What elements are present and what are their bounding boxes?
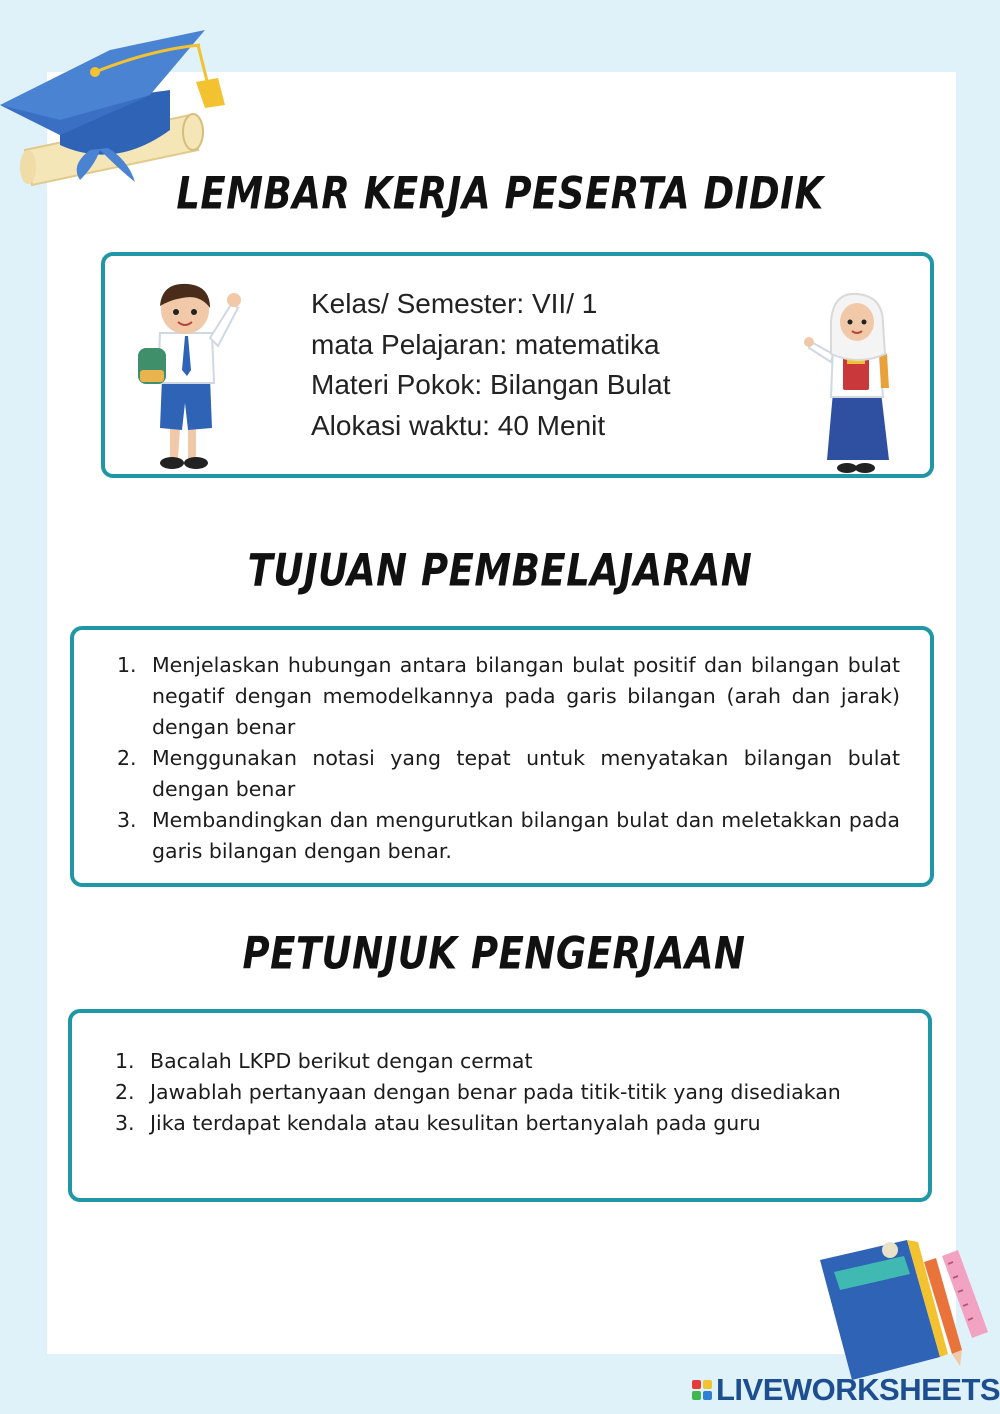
objective-item-1: 1. Menjelaskan hubungan antara bilangan bulat positif dan bilangan bulat negatif dengan memodelkannya pada garis bilangan (arah dan jarak) dengan benar: [117, 653, 900, 739]
objective-item-2: 2. Menggunakan notasi yang tepat untuk menyatakan bilangan bulat dengan benar: [117, 746, 900, 801]
liveworksheets-logo-icon: [692, 1380, 712, 1400]
graduation-cap-icon: [0, 10, 240, 190]
info-topic: Materi Pokok: Bilangan Bulat: [311, 369, 671, 400]
instruction-item-1: 1. Bacalah LKPD berikut dengan cermat: [115, 1049, 533, 1073]
boy-student-icon: [130, 278, 245, 473]
info-time: Alokasi waktu: 40 Menit: [311, 409, 606, 441]
instructions-title: PETUNJUK PENGERJAAN: [242, 927, 746, 980]
book-icon: [812, 1232, 992, 1382]
objectives-box: [70, 626, 934, 887]
instructions-list: [115, 1046, 898, 1139]
girl-student-icon: [803, 292, 903, 477]
liveworksheets-logo[interactable]: [692, 1372, 1000, 1408]
info-class-semester: Kelas/ Semester: VII/ 1: [311, 288, 598, 319]
liveworksheets-brand-text: LIVEWORKSHEETS: [716, 1372, 1000, 1407]
instructions-box: [68, 1009, 932, 1202]
info-details: [311, 284, 671, 446]
objectives-title: TUJUAN PEMBELAJARAN: [247, 544, 753, 597]
info-box: [101, 252, 934, 478]
main-title: LEMBAR KERJA PESERTA DIDIK: [176, 167, 824, 220]
objectives-list: [117, 650, 900, 867]
instruction-item-2: 2. Jawablah pertanyaan dengan benar pada titik-titik yang disediakan: [115, 1080, 841, 1104]
info-subject: mata Pelajaran: matematika: [311, 328, 660, 360]
objective-item-3: 3. Membandingkan dan mengurutkan bilangan bulat dan meletakkan pada garis bilangan dengan benar.: [117, 808, 900, 863]
instruction-item-3: 3. Jika terdapat kendala atau kesulitan bertanyalah pada guru: [115, 1111, 761, 1135]
